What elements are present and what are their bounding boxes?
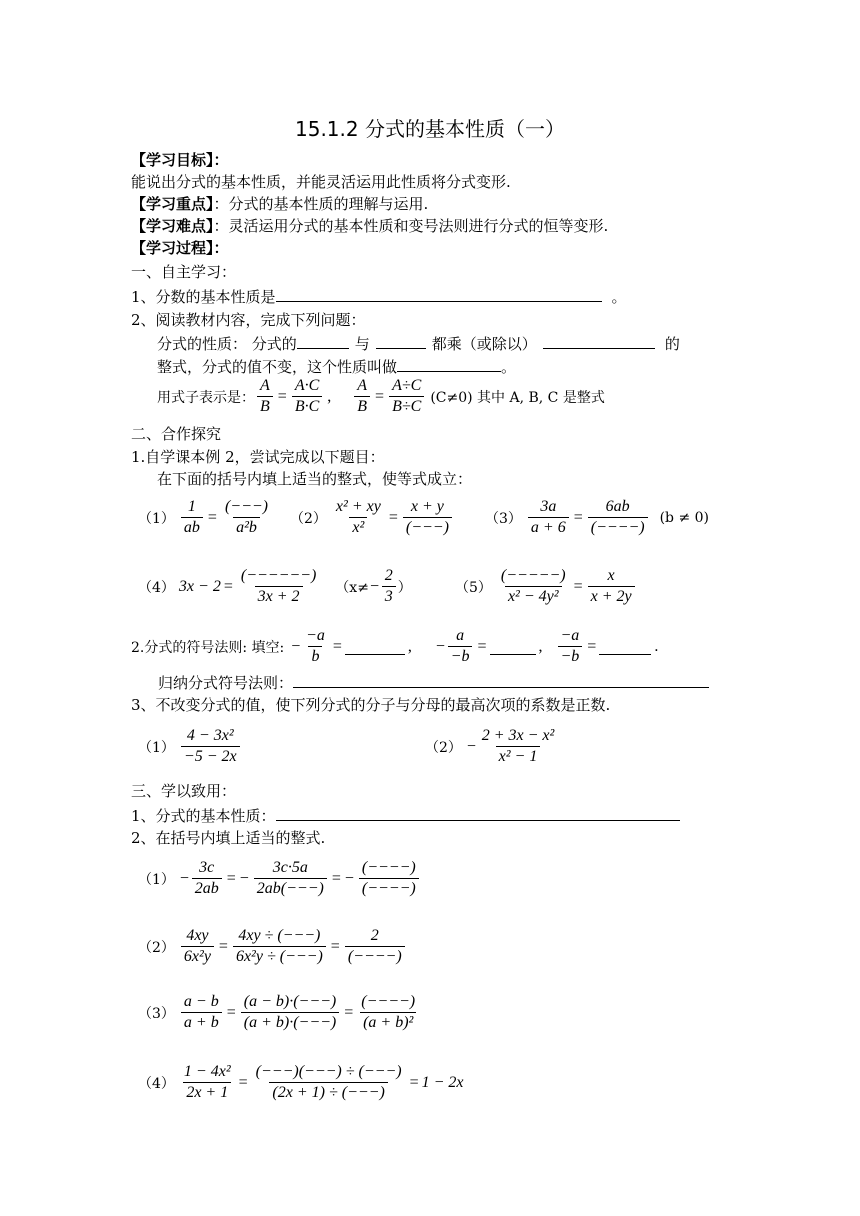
- condition: (b ≠ 0): [659, 509, 710, 526]
- fraction: $\frac{x + y}{(---)}$: [403, 497, 452, 538]
- property-line-1: [157, 333, 680, 354]
- question-2-2: 2.分式的符号法则: 填空: − $\frac{-a}{b}$ = , − $\frac{a}{-b}$ = , $\frac{-a}{-b}$ = .: [131, 627, 659, 665]
- exercise-2-3-2: （2） − $\frac{\text{2 + 3x − x²}}{\text{x² − 1}}$: [425, 726, 559, 767]
- question-text: 归纳分式符号法则：: [158, 674, 294, 692]
- answer-blank[interactable]: [490, 639, 536, 655]
- fraction: $\frac{(------)}{3x + 2}$: [240, 567, 317, 605]
- property-text: 分式的性质： 分式的: [157, 335, 297, 353]
- item-label: （2）: [290, 510, 327, 527]
- property-line-2: [157, 356, 516, 377]
- question-3-2: 2、在括号内填上适当的整式.: [131, 829, 326, 847]
- item-label: （1）: [138, 739, 175, 756]
- fraction: $\frac{A}{B}$: [257, 376, 273, 417]
- key-point-heading: 【学习重点】: [131, 195, 214, 213]
- property-text: 整式，分式的值不变，这个性质叫做: [157, 358, 398, 376]
- fraction: $\frac{3c}{2ab}$: [192, 858, 222, 899]
- item-label: （4）: [138, 1075, 175, 1092]
- exercise-3-2-4: （4） $\frac{\text{1 − 4x²}}{2x + 1}$ = $\frac{(---)(---) \div (---)}{(2x + 1) \div (---)}$ = 1 − 2x: [138, 1063, 464, 1101]
- fraction: $\frac{3c\cdot 5a}{2ab(---)}$: [254, 858, 327, 899]
- answer-blank[interactable]: [397, 356, 501, 372]
- exercise-3-2-2: （2） $\frac{4xy}{\text{6x²y}}$ = $\frac{4xy \div (---)}{\text{6x²y ÷ (−−−)}}$ = $\frac{2}{(----)}$: [138, 926, 407, 967]
- fraction: $\frac{\text{2 + 3x − x²}}{\text{x² − 1}}$: [481, 727, 555, 765]
- question-3-1: [131, 805, 680, 826]
- exercise-2-1-3: （3） $\frac{3a}{a + 6}$ = $\frac{6ab}{(----)}$ (b ≠ 0): [485, 498, 710, 536]
- question-text: 1、分式的基本性质：: [131, 807, 276, 825]
- fraction: $\frac{4xy}{\text{6x²y}}$: [181, 926, 214, 967]
- item-label: （4）: [138, 579, 175, 596]
- fraction: $\frac{a}{-b}$: [448, 626, 473, 667]
- item-label: （2）: [138, 939, 175, 956]
- answer-blank[interactable]: [276, 286, 602, 302]
- fraction: $\frac{(---)}{\text{a²b}}$: [224, 498, 268, 536]
- item-label: （5）: [455, 579, 492, 596]
- key-point-text: ：分式的基本性质的理解与运用.: [213, 195, 429, 213]
- page-title: 15.1.2 分式的基本性质（一）: [295, 117, 565, 141]
- fraction: $\frac{a - b}{a + b}$: [181, 992, 222, 1033]
- fraction: $\frac{A\div C}{B\div C}$: [389, 376, 424, 417]
- question-1-1: [131, 286, 627, 307]
- question-2-1: 1.自学课本例 2，尝试完成以下题目：: [131, 448, 385, 466]
- item-label: （2）: [425, 739, 462, 756]
- fraction: $\frac{4xy \div (---)}{\text{6x²y ÷ (−−−)}}$: [233, 926, 326, 967]
- difficulty-line: [131, 216, 608, 236]
- fraction: $\frac{A\cdot C}{B\cdot C}$: [292, 376, 322, 417]
- question-text: 。: [611, 288, 627, 306]
- property-text: 。: [501, 358, 517, 376]
- answer-blank[interactable]: [599, 639, 651, 655]
- fraction: $\frac{x}{x + 2y}$: [588, 566, 635, 607]
- answer-blank[interactable]: [297, 333, 349, 349]
- key-point-line: [131, 194, 428, 214]
- question-text: 1、分数的基本性质是: [131, 288, 276, 306]
- question-2-1-instruction: 在下面的括号内填上适当的整式，使等式成立：: [157, 470, 473, 488]
- exercise-2-1-1: （1） $\frac{1}{ab}$ = $\frac{(---)}{\text{a²b}}$: [138, 497, 273, 538]
- answer-blank[interactable]: [276, 805, 680, 821]
- difficulty-text: ：灵活运用分式的基本性质和变号法则进行分式的恒等变形.: [213, 217, 609, 235]
- condition: （x≠: [335, 579, 369, 596]
- fraction: $\frac{2}{(----)}$: [345, 926, 405, 967]
- formula-line: 用式子表示是： $\frac{A}{B}$ = $\frac{A\cdot C}{B\cdot C}$ , $\frac{A}{B}$ = $\frac{A\div C}{B\div C}$ (C≠0) 其中 A, B, C 是整式: [157, 377, 605, 415]
- property-text: 都乘（或除以）: [431, 335, 537, 353]
- fraction: $\frac{(-----)}{\text{x² − 4y²}}$: [500, 567, 566, 605]
- question-1-2: 2、阅读教材内容，完成下列问题：: [131, 311, 366, 329]
- fraction: $\frac{\text{4 − 3x²}}{-5 - 2x}$: [181, 726, 240, 767]
- fraction: $\frac{(a - b)\cdot(---)}{(a + b)\cdot(---)}$: [241, 992, 340, 1033]
- formula-condition: (C≠0) 其中 A, B, C 是整式: [430, 389, 605, 406]
- fraction: $\frac{\text{x² + xy}}{\text{x²}}$: [335, 498, 381, 536]
- item-label: （1）: [138, 871, 175, 888]
- property-text: 的: [664, 335, 680, 353]
- goals-heading: 【学习目标】：: [131, 151, 229, 169]
- fraction: $\frac{3a}{a + 6}$: [528, 497, 569, 538]
- difficulty-heading: 【学习难点】: [131, 217, 214, 235]
- answer-blank[interactable]: [345, 639, 405, 655]
- answer-blank[interactable]: [376, 333, 426, 349]
- exercise-2-3-1: [138, 726, 242, 767]
- question-2-3: 3、不改变分式的值，使下列分式的分子与分母的最高次项的系数是正数.: [131, 696, 611, 714]
- fraction: $\frac{(----)}{\text{(a + b)²}}$: [361, 993, 416, 1031]
- fraction: $\frac{(----)}{(----)}$: [359, 858, 419, 899]
- property-text: 与: [354, 335, 370, 353]
- question-text: 2.分式的符号法则: 填空:: [131, 639, 285, 656]
- item-label: （3）: [485, 510, 522, 527]
- fraction: $\frac{2}{3}$: [382, 566, 396, 607]
- section-3-heading: 三、学以致用：: [131, 782, 237, 800]
- exercise-2-1-4: （4） 3x − 2 = $\frac{(------)}{3x + 2}$ （x≠ − $\frac{2}{3}$ ）: [138, 567, 412, 605]
- fraction: $\frac{1}{ab}$: [181, 497, 203, 538]
- exercise-2-1-2: （2） $\frac{\text{x² + xy}}{\text{x²}}$ = $\frac{x + y}{(---)}$: [290, 497, 454, 538]
- process-heading: 【学习过程】：: [131, 239, 229, 257]
- fraction: $\frac{-a}{b}$: [306, 627, 325, 665]
- fraction: $\frac{A}{B}$: [354, 376, 370, 417]
- fraction: $\frac{(---)(---) \div (---)}{(2x + 1) \div (---)}$: [255, 1063, 402, 1101]
- goals-text: 能说出分式的基本性质，并能灵活运用此性质将分式变形.: [131, 173, 511, 191]
- fraction: $\frac{6ab}{(----)}$: [588, 497, 648, 538]
- item-label: （1）: [138, 510, 175, 527]
- sign-rule-line: [158, 672, 709, 693]
- item-label: （3）: [138, 1005, 175, 1022]
- formula-lead: 用式子表示是：: [157, 389, 255, 406]
- section-2-heading: 二、合作探究: [131, 425, 222, 443]
- section-1-heading: 一、自主学习：: [131, 263, 237, 281]
- exercise-2-1-5: （5） $\frac{(-----)}{\text{x² − 4y²}}$ = $\frac{x}{x + 2y}$: [455, 566, 637, 607]
- exercise-3-2-3: （3） $\frac{a - b}{a + b}$ = $\frac{(a - b)\cdot(---)}{(a + b)\cdot(---)}$ = $\frac{(----)}{\text{(a + b)²}}$: [138, 992, 420, 1033]
- fraction: $\frac{\text{1 − 4x²}}{2x + 1}$: [183, 1063, 231, 1101]
- answer-blank[interactable]: [543, 333, 655, 349]
- fraction: $\frac{-a}{-b}$: [558, 626, 583, 667]
- answer-blank[interactable]: [293, 672, 709, 688]
- exercise-3-2-1: （1） − $\frac{3c}{2ab}$ = − $\frac{3c\cdot 5a}{2ab(---)}$ = − $\frac{(----)}{(----)}$: [138, 858, 421, 899]
